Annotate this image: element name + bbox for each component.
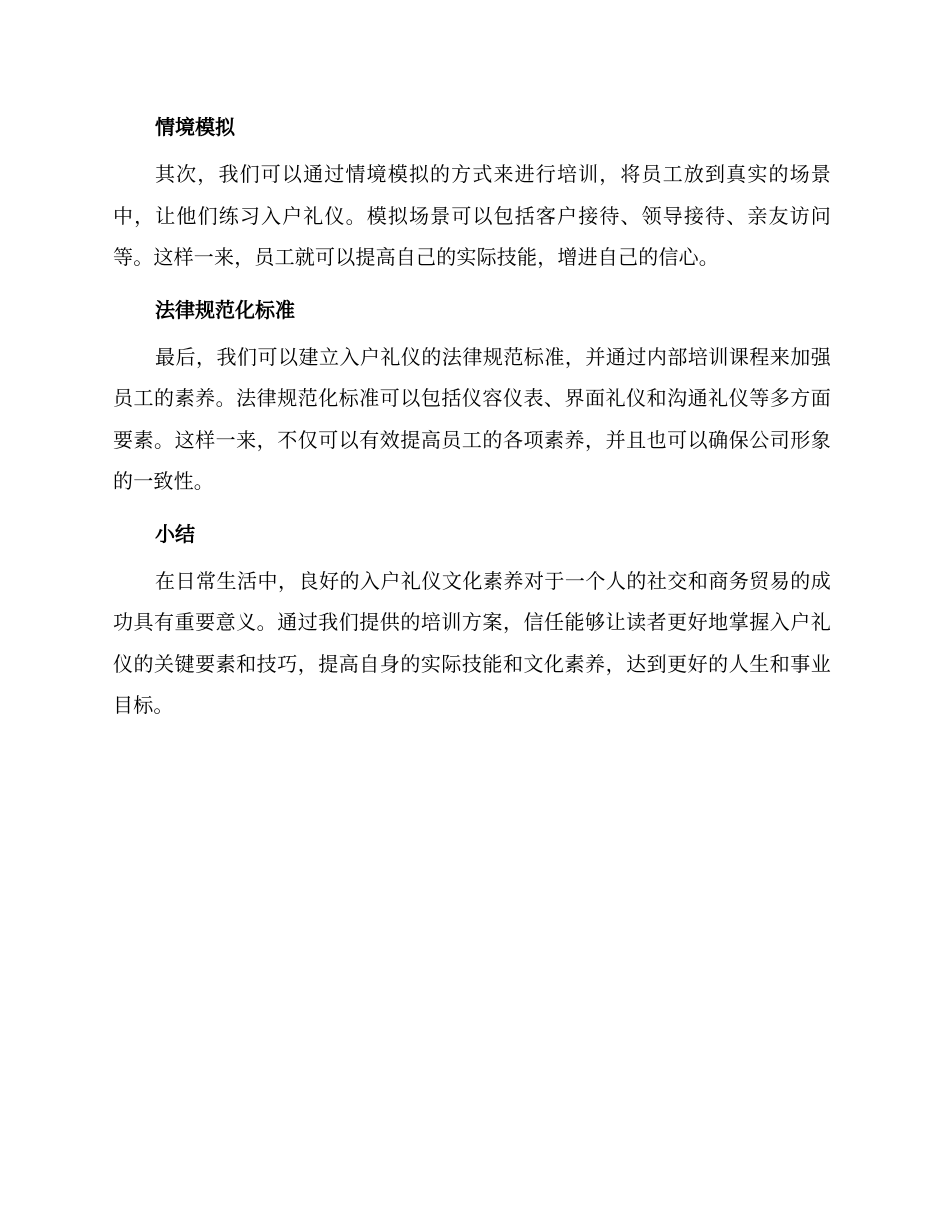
section-heading: 情境模拟 bbox=[155, 115, 235, 139]
section-summary bbox=[113, 515, 831, 727]
section-legal-standards bbox=[113, 291, 831, 503]
document-page bbox=[113, 108, 831, 739]
section-paragraph: 最后，我们可以建立入户礼仪的法律规范标准，并通过内部培训课程来加强员工的素养。法律规范化标准可以包括仪容仪表、界面礼仪和沟通礼仪等多方面要素。这样一来，不仅可以有效提高员工的各项素养，并且也可以确保公司形象的一致性。 bbox=[113, 344, 831, 493]
section-scenario-simulation bbox=[113, 108, 831, 279]
section-heading: 小结 bbox=[155, 521, 195, 546]
section-paragraph: 在日常生活中，良好的入户礼仪文化素养对于一个人的社交和商务贸易的成功具有重要意义。通过我们提供的培训方案，信任能够让读者更好地掌握入户礼仪的关键要素和技巧，提高自身的实际技能和文化素养，达到更好的人生和事业目标。 bbox=[113, 568, 831, 717]
section-paragraph: 其次，我们可以通过情境模拟的方式来进行培训，将员工放到真实的场景中，让他们练习入户礼仪。模拟场景可以包括客户接待、领导接待、亲友访问等。这样一来，员工就可以提高自己的实际技能，增进自己的信心。 bbox=[113, 162, 831, 269]
section-heading: 法律规范化标准 bbox=[155, 297, 295, 322]
